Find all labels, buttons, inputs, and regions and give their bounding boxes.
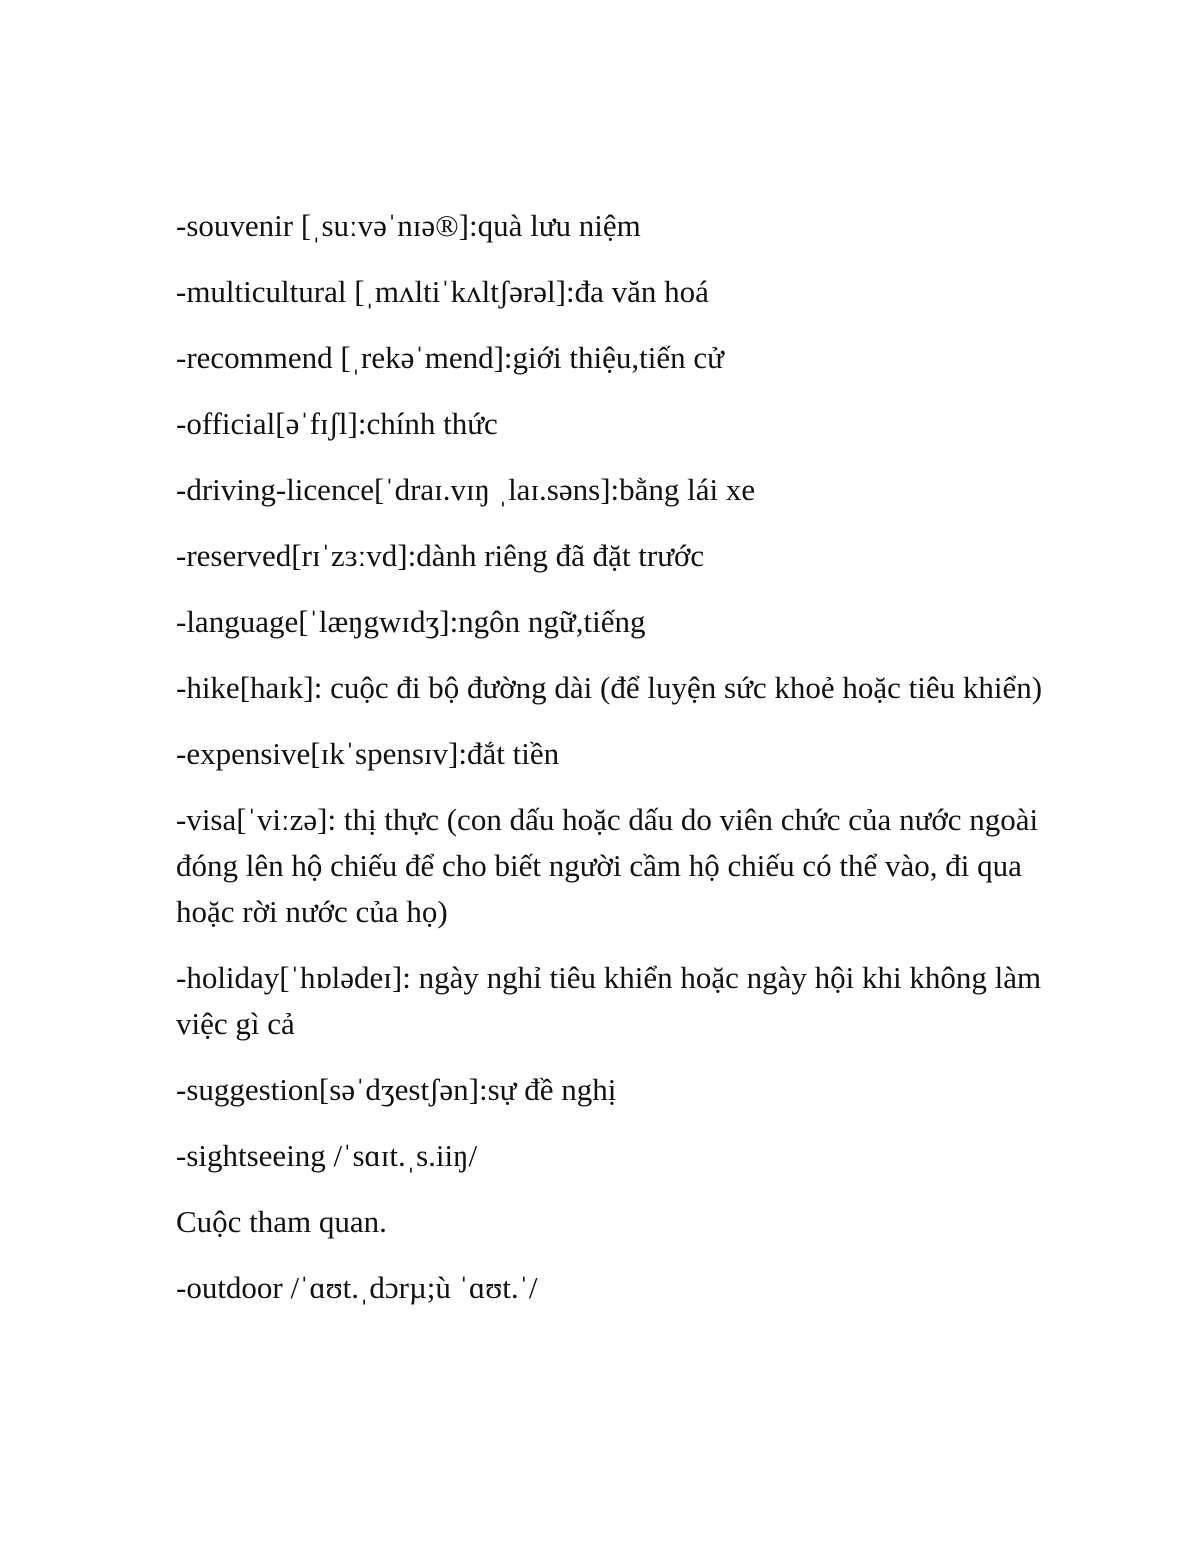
entry-language: -language[ˈlæŋgwɪdʒ]:ngôn ngữ,tiếng xyxy=(176,604,646,639)
entry-visa: -visa[ˈviːzə]: thị thực (con dấu hoặc dấu do viên chức của nước ngoài đóng lên hộ chiếu để cho biết người cầm hộ chiếu có thể vào, đi qua hoặc rời nước của họ) xyxy=(176,802,1039,929)
vocabulary-list xyxy=(176,203,1076,1331)
entry-driving-licence: -driving-licence[ˈdraɪ.vɪŋ ˌlaɪ.səns]:bằng lái xe xyxy=(176,472,756,507)
entry-multicultural: -multicultural [ˌmʌltiˈkʌltʃərəl]:đa văn hoá xyxy=(176,274,709,309)
entry-official: -official[əˈfɪʃl]:chính thức xyxy=(176,406,498,441)
entry-outdoor: -outdoor /ˈɑʊt.ˌdɔrµ;ù ˈɑʊt.ˈ/ xyxy=(176,1270,538,1305)
entry-sightseeing-meaning: Cuộc tham quan. xyxy=(176,1204,387,1239)
entry-souvenir: -souvenir [ˌsuːvəˈnɪə®]:quà lưu niệm xyxy=(176,208,641,243)
entry-reserved: -reserved[rɪˈzɜːvd]:dành riêng đã đặt trước xyxy=(176,538,705,573)
entry-hike: -hike[haɪk]: cuộc đi bộ đường dài (để luyện sức khoẻ hoặc tiêu khiển) xyxy=(176,670,1043,705)
entry-expensive: -expensive[ɪkˈspensɪv]:đắt tiền xyxy=(176,736,560,771)
entry-sightseeing: -sightseeing /ˈsɑɪt.ˌs.iiŋ/ xyxy=(176,1138,478,1173)
entry-suggestion: -suggestion[səˈdʒestʃən]:sự đề nghị xyxy=(176,1072,617,1107)
entry-recommend: -recommend [ˌrekəˈmend]:giới thiệu,tiến cử xyxy=(176,340,724,375)
entry-holiday: -holiday[ˈhɒlədeɪ]: ngày nghỉ tiêu khiển hoặc ngày hội khi không làm việc gì cả xyxy=(176,960,1042,1041)
